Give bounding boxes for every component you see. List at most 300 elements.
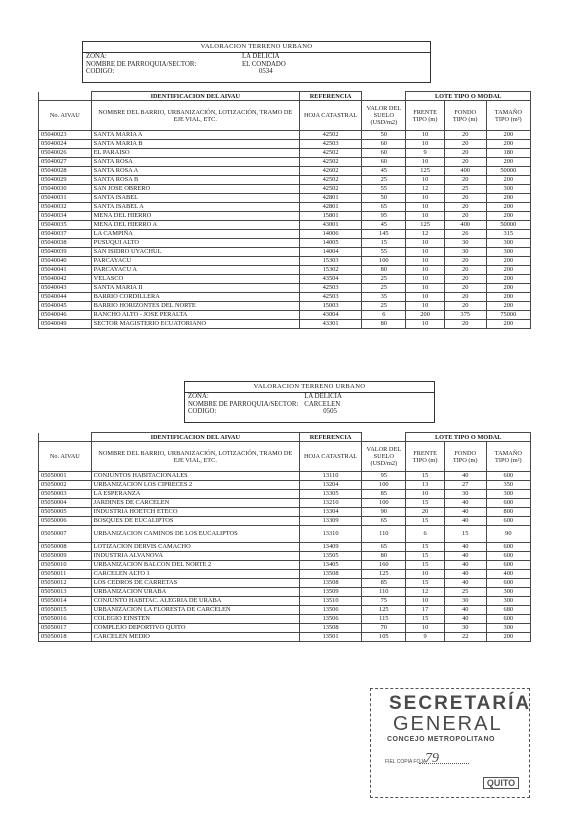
cell-frente: 10 [406, 302, 444, 311]
cell-frente: 10 [406, 275, 444, 284]
table-row [39, 543, 531, 552]
cell-valor: 80 [362, 552, 406, 561]
col-header-fondo: FONDO TIPO (m) [444, 101, 486, 131]
cell-tamano: 600 [486, 579, 530, 588]
cell-valor: 80 [362, 320, 406, 329]
table-row [39, 624, 531, 633]
col-header-no-aivau: No. AIVAU [39, 101, 92, 131]
cell-no-aivau: 05050015 [39, 606, 92, 615]
cell-no-aivau: 05040030 [39, 185, 92, 194]
cell-valor: 65 [362, 203, 406, 212]
cell-frente: 17 [406, 606, 444, 615]
cell-fondo: 20 [444, 158, 486, 167]
certification-stamp [370, 688, 530, 798]
cell-valor: 60 [362, 140, 406, 149]
header-spacer [39, 92, 92, 101]
cell-no-aivau: 05040042 [39, 275, 92, 284]
cell-nombre: SAN JOSE OBRERO [91, 185, 299, 194]
cell-valor: 125 [362, 606, 406, 615]
valuation-table-1 [38, 91, 531, 329]
cell-tamano: 200 [486, 293, 530, 302]
cell-no-aivau: 05050003 [39, 490, 92, 499]
cell-frente: 15 [406, 552, 444, 561]
table-row [39, 221, 531, 230]
cell-frente: 15 [406, 472, 444, 481]
table-row [39, 526, 531, 543]
table-row [39, 597, 531, 606]
cell-hoja: 13210 [299, 499, 361, 508]
cell-fondo: 20 [444, 293, 486, 302]
cell-tamano: 200 [486, 257, 530, 266]
cell-fondo: 20 [444, 284, 486, 293]
cell-hoja: 42503 [299, 284, 361, 293]
header-spacer [362, 433, 406, 442]
cell-nombre: SANTA ISABEL [91, 194, 299, 203]
cell-nombre: LOS CEDROS DE CARRETAS [91, 579, 299, 588]
cell-hoja: 43504 [299, 275, 361, 284]
cell-tamano: 90 [486, 526, 530, 543]
cell-tamano: 600 [486, 615, 530, 624]
cell-tamano: 200 [486, 284, 530, 293]
table-row [39, 185, 531, 194]
section-title: VALORACION TERRENO URBANO [83, 42, 430, 53]
table-row [39, 257, 531, 266]
cell-fondo: 30 [444, 624, 486, 633]
cell-tamano: 75000 [486, 311, 530, 320]
cell-valor: 110 [362, 588, 406, 597]
cell-tamano: 50000 [486, 221, 530, 230]
table-row [39, 517, 531, 526]
cell-valor: 25 [362, 302, 406, 311]
cell-tamano: 200 [486, 194, 530, 203]
table-row [39, 266, 531, 275]
cell-fondo: 40 [444, 615, 486, 624]
cell-tamano: 200 [486, 212, 530, 221]
table-row [39, 606, 531, 615]
cell-hoja: 42502 [299, 176, 361, 185]
cell-fondo: 375 [444, 311, 486, 320]
cell-frente: 10 [406, 140, 444, 149]
cell-no-aivau: 05050014 [39, 597, 92, 606]
cell-hoja: 42502 [299, 185, 361, 194]
group-header-lote: LOTE TIPO O MODAL [406, 433, 531, 442]
table-row [39, 472, 531, 481]
cell-fondo: 26 [444, 230, 486, 239]
cell-fondo: 20 [444, 266, 486, 275]
zona-label: ZONA: [188, 393, 209, 400]
table-row [39, 588, 531, 597]
col-header-tamano: TAMAÑO TIPO (m²) [486, 442, 530, 472]
col-header-frente: FRENTE TIPO (m) [406, 101, 444, 131]
cell-fondo: 22 [444, 633, 486, 642]
col-header-nombre: NOMBRE DEL BARRIO, URBANIZACIÓN, LOTIZACIÓN, TRAMO DE EJE VIAL, ETC. [91, 101, 299, 131]
table-row [39, 561, 531, 570]
stamp-line-4: FIEL COPIA FOJA [385, 759, 427, 765]
codigo-label: CODIGO: [86, 68, 115, 76]
cell-frente: 10 [406, 293, 444, 302]
cell-tamano: 200 [486, 320, 530, 329]
stamp-line-3: CONCEJO METROPOLITANO [387, 736, 495, 743]
cell-valor: 90 [362, 508, 406, 517]
table-row [39, 633, 531, 642]
cell-tamano: 300 [486, 248, 530, 257]
table-row [39, 570, 531, 579]
cell-no-aivau: 05050001 [39, 472, 92, 481]
cell-no-aivau: 05040023 [39, 131, 92, 140]
cell-no-aivau: 05040040 [39, 257, 92, 266]
cell-frente: 10 [406, 131, 444, 140]
cell-tamano: 200 [486, 302, 530, 311]
cell-frente: 15 [406, 543, 444, 552]
cell-nombre: LA CAMPIÑA [91, 230, 299, 239]
cell-valor: 95 [362, 212, 406, 221]
cell-frente: 10 [406, 266, 444, 275]
cell-nombre: PARCAYACU A [91, 266, 299, 275]
zona-label: ZONA: [86, 53, 107, 60]
cell-nombre: SANTA MARIA B [91, 140, 299, 149]
cell-nombre: URBANIZACION BALCON DEL NORTE 2 [91, 561, 299, 570]
cell-hoja: 42503 [299, 140, 361, 149]
cell-no-aivau: 05050002 [39, 481, 92, 490]
cell-frente: 10 [406, 212, 444, 221]
cell-tamano: 600 [486, 499, 530, 508]
col-header-fondo: FONDO TIPO (m) [444, 442, 486, 472]
cell-frente: 10 [406, 597, 444, 606]
cell-nombre: SANTA ROSA [91, 158, 299, 167]
cell-tamano: 350 [486, 481, 530, 490]
cell-no-aivau: 05040044 [39, 293, 92, 302]
table-row [39, 320, 531, 329]
cell-fondo: 20 [444, 203, 486, 212]
table-row [39, 248, 531, 257]
group-header-lote: LOTE TIPO O MODAL [406, 92, 531, 101]
cell-nombre: SANTA MARIA II [91, 284, 299, 293]
col-header-valor: VALOR DEL SUELO (USD/m2) [362, 442, 406, 472]
col-header-no-aivau: No. AIVAU [39, 442, 92, 472]
cell-hoja: 15303 [299, 257, 361, 266]
cell-fondo: 40 [444, 552, 486, 561]
zona-value: LA DELICIA [304, 393, 342, 400]
cell-tamano: 400 [486, 570, 530, 579]
cell-valor: 65 [362, 543, 406, 552]
cell-nombre: LA ESPERANZA [91, 490, 299, 499]
cell-no-aivau: 05050009 [39, 552, 92, 561]
cell-valor: 45 [362, 221, 406, 230]
cell-tamano: 200 [486, 633, 530, 642]
group-header-ref: REFERENCIA [299, 433, 361, 442]
cell-no-aivau: 05040026 [39, 149, 92, 158]
cell-fondo: 20 [444, 194, 486, 203]
cell-no-aivau: 05040032 [39, 203, 92, 212]
table-row [39, 230, 531, 239]
cell-valor: 100 [362, 481, 406, 490]
cell-frente: 10 [406, 176, 444, 185]
col-header-tamano: TAMAÑO TIPO (m²) [486, 101, 530, 131]
cell-frente: 10 [406, 257, 444, 266]
cell-no-aivau: 05050007 [39, 526, 92, 543]
cell-nombre: BOSQUES DE EUCALIPTOS [91, 517, 299, 526]
cell-hoja: 43001 [299, 221, 361, 230]
cell-tamano: 600 [486, 472, 530, 481]
cell-nombre: INDUSTRIA HOETCH ETECO [91, 508, 299, 517]
header-spacer [362, 92, 406, 101]
cell-fondo: 20 [444, 149, 486, 158]
cell-no-aivau: 05040043 [39, 284, 92, 293]
cell-no-aivau: 05040038 [39, 239, 92, 248]
cell-tamano: 200 [486, 266, 530, 275]
cell-nombre: VELASCO [91, 275, 299, 284]
cell-hoja: 13506 [299, 615, 361, 624]
cell-tamano: 300 [486, 597, 530, 606]
table-row [39, 311, 531, 320]
cell-hoja: 14004 [299, 248, 361, 257]
cell-valor: 50 [362, 131, 406, 140]
cell-valor: 25 [362, 176, 406, 185]
cell-hoja: 13501 [299, 633, 361, 642]
section-header-1 [82, 41, 431, 83]
cell-tamano: 300 [486, 490, 530, 499]
parroquia-value: CARCELEN [304, 400, 341, 408]
cell-valor: 70 [362, 624, 406, 633]
cell-hoja: 13509 [299, 588, 361, 597]
table-row [39, 167, 531, 176]
table-row [39, 275, 531, 284]
cell-no-aivau: 05040024 [39, 140, 92, 149]
cell-tamano: 50000 [486, 167, 530, 176]
cell-no-aivau: 05040041 [39, 266, 92, 275]
codigo-value: 0505 [323, 408, 337, 416]
cell-nombre: CONJUNTOS HABITACIONALES [91, 472, 299, 481]
cell-valor: 115 [362, 615, 406, 624]
cell-frente: 10 [406, 194, 444, 203]
cell-frente: 12 [406, 230, 444, 239]
cell-no-aivau: 05040039 [39, 248, 92, 257]
cell-fondo: 25 [444, 588, 486, 597]
col-header-valor: VALOR DEL SUELO (USD/m2) [362, 101, 406, 131]
section-info [185, 393, 345, 416]
cell-frente: 15 [406, 615, 444, 624]
cell-valor: 125 [362, 570, 406, 579]
zona-value: LA DELICIA [242, 53, 280, 60]
cell-hoja: 13506 [299, 606, 361, 615]
cell-no-aivau: 05040034 [39, 212, 92, 221]
cell-nombre: URBANIZACION LA FLORESTA DE CARCELEN [91, 606, 299, 615]
table-row [39, 194, 531, 203]
cell-nombre: INDUSTRIA ALVANOVA [91, 552, 299, 561]
cell-fondo: 30 [444, 239, 486, 248]
cell-no-aivau: 05040031 [39, 194, 92, 203]
cell-nombre: COLEGIO EINSTEN [91, 615, 299, 624]
cell-nombre: URBANIZACION CAMINOS DE LOS EUCALIPTOS [91, 526, 299, 543]
cell-frente: 10 [406, 570, 444, 579]
cell-tamano: 600 [486, 561, 530, 570]
cell-nombre: MENA DEL HIERRO [91, 212, 299, 221]
cell-frente: 12 [406, 185, 444, 194]
cell-nombre: BARRIO HORIZONTES DEL NORTE [91, 302, 299, 311]
section-info [83, 53, 289, 76]
cell-valor: 75 [362, 597, 406, 606]
cell-fondo: 40 [444, 579, 486, 588]
col-header-frente: FRENTE TIPO (m) [406, 442, 444, 472]
cell-no-aivau: 05050017 [39, 624, 92, 633]
cell-no-aivau: 05050018 [39, 633, 92, 642]
cell-fondo: 30 [444, 248, 486, 257]
cell-tamano: 200 [486, 158, 530, 167]
valuation-table-2 [38, 432, 531, 642]
cell-nombre: PARCAYACU [91, 257, 299, 266]
cell-frente: 10 [406, 490, 444, 499]
cell-valor: 105 [362, 633, 406, 642]
cell-hoja: 13508 [299, 624, 361, 633]
cell-hoja: 13310 [299, 526, 361, 543]
col-header-nombre: NOMBRE DEL BARRIO, URBANIZACIÓN, LOTIZACIÓN, TRAMO DE EJE VIAL, ETC. [91, 442, 299, 472]
cell-hoja: 42801 [299, 203, 361, 212]
stamp-line-1: SECRETARÍA [389, 693, 532, 714]
cell-valor: 35 [362, 293, 406, 302]
table-row [39, 490, 531, 499]
cell-valor: 80 [362, 266, 406, 275]
table-row [39, 481, 531, 490]
cell-hoja: 13508 [299, 579, 361, 588]
table-row [39, 131, 531, 140]
table-row [39, 158, 531, 167]
cell-hoja: 13505 [299, 552, 361, 561]
cell-valor: 6 [362, 311, 406, 320]
section-title: VALORACION TERRENO URBANO [185, 382, 434, 393]
cell-valor: 95 [362, 472, 406, 481]
cell-fondo: 20 [444, 275, 486, 284]
cell-hoja: 15302 [299, 266, 361, 275]
cell-no-aivau: 05050004 [39, 499, 92, 508]
cell-fondo: 40 [444, 508, 486, 517]
cell-no-aivau: 05040045 [39, 302, 92, 311]
cell-frente: 15 [406, 517, 444, 526]
cell-valor: 65 [362, 517, 406, 526]
cell-valor: 110 [362, 526, 406, 543]
cell-no-aivau: 05050013 [39, 588, 92, 597]
cell-tamano: 300 [486, 588, 530, 597]
table-row [39, 302, 531, 311]
cell-nombre: SANTA ISABEL A [91, 203, 299, 212]
cell-frente: 15 [406, 561, 444, 570]
group-header-main: IDENTIFICACION DEL AIVAU [91, 92, 299, 101]
cell-nombre: PUSUQUI ALTO [91, 239, 299, 248]
cell-hoja: 42602 [299, 167, 361, 176]
cell-hoja: 42503 [299, 293, 361, 302]
cell-tamano: 680 [486, 606, 530, 615]
cell-nombre: JARDINES DE CARCELEN [91, 499, 299, 508]
cell-hoja: 42502 [299, 131, 361, 140]
cell-valor: 85 [362, 579, 406, 588]
cell-fondo: 25 [444, 185, 486, 194]
group-header-main: IDENTIFICACION DEL AIVAU [91, 433, 299, 442]
cell-fondo: 40 [444, 499, 486, 508]
cell-frente: 10 [406, 203, 444, 212]
cell-hoja: 42801 [299, 194, 361, 203]
cell-frente: 125 [406, 221, 444, 230]
table-row [39, 499, 531, 508]
cell-frente: 10 [406, 248, 444, 257]
table-row [39, 615, 531, 624]
cell-no-aivau: 05040028 [39, 167, 92, 176]
cell-fondo: 20 [444, 302, 486, 311]
parroquia-label: NOMBRE DE PARROQUIA/SECTOR: [86, 60, 197, 68]
codigo-label: CODIGO: [188, 408, 217, 416]
cell-fondo: 40 [444, 517, 486, 526]
cell-fondo: 400 [444, 221, 486, 230]
cell-no-aivau: 05040037 [39, 230, 92, 239]
cell-hoja: 13309 [299, 517, 361, 526]
table-row [39, 579, 531, 588]
table-row [39, 508, 531, 517]
table-row [39, 149, 531, 158]
codigo-value: 0534 [259, 68, 273, 76]
cell-fondo: 40 [444, 561, 486, 570]
cell-hoja: 43004 [299, 311, 361, 320]
cell-frente: 10 [406, 320, 444, 329]
cell-fondo: 40 [444, 472, 486, 481]
cell-tamano: 200 [486, 275, 530, 284]
cell-tamano: 200 [486, 131, 530, 140]
cell-fondo: 30 [444, 490, 486, 499]
cell-hoja: 42502 [299, 149, 361, 158]
cell-valor: 55 [362, 248, 406, 257]
cell-nombre: SECTOR MAGISTERIO ECUATORIANO [91, 320, 299, 329]
cell-hoja: 13305 [299, 490, 361, 499]
cell-nombre: URBANIZACION LOS CIPRECES 2 [91, 481, 299, 490]
cell-hoja: 14006 [299, 230, 361, 239]
cell-fondo: 15 [444, 526, 486, 543]
col-header-hoja: HOJA CATASTRAL [299, 101, 361, 131]
cell-valor: 160 [362, 561, 406, 570]
cell-fondo: 20 [444, 131, 486, 140]
cell-tamano: 300 [486, 185, 530, 194]
cell-nombre: URBANIZACION URABA [91, 588, 299, 597]
cell-nombre: SANTA ROSA A [91, 167, 299, 176]
cell-fondo: 30 [444, 597, 486, 606]
cell-no-aivau: 05040046 [39, 311, 92, 320]
table-row [39, 552, 531, 561]
table-row [39, 293, 531, 302]
stamp-line-2: GENERAL [393, 713, 503, 735]
cell-fondo: 20 [444, 176, 486, 185]
cell-valor: 60 [362, 149, 406, 158]
cell-tamano: 600 [486, 543, 530, 552]
cell-nombre: SANTA MARIA A [91, 131, 299, 140]
cell-tamano: 200 [486, 176, 530, 185]
cell-no-aivau: 05040035 [39, 221, 92, 230]
cell-frente: 9 [406, 149, 444, 158]
cell-valor: 145 [362, 230, 406, 239]
parroquia-label: NOMBRE DE PARROQUIA/SECTOR: [188, 400, 299, 408]
cell-fondo: 40 [444, 606, 486, 615]
cell-hoja: 15801 [299, 212, 361, 221]
logo-text: QUITO [486, 778, 516, 788]
cell-tamano: 600 [486, 552, 530, 561]
cell-frente: 13 [406, 481, 444, 490]
cell-no-aivau: 05050006 [39, 517, 92, 526]
cell-valor: 100 [362, 257, 406, 266]
col-header-hoja: HOJA CATASTRAL [299, 442, 361, 472]
cell-tamano: 180 [486, 149, 530, 158]
cell-hoja: 14005 [299, 239, 361, 248]
cell-hoja: 13405 [299, 561, 361, 570]
cell-no-aivau: 05040049 [39, 320, 92, 329]
cell-tamano: 200 [486, 203, 530, 212]
cell-tamano: 200 [486, 140, 530, 149]
table-row [39, 176, 531, 185]
table-row [39, 284, 531, 293]
